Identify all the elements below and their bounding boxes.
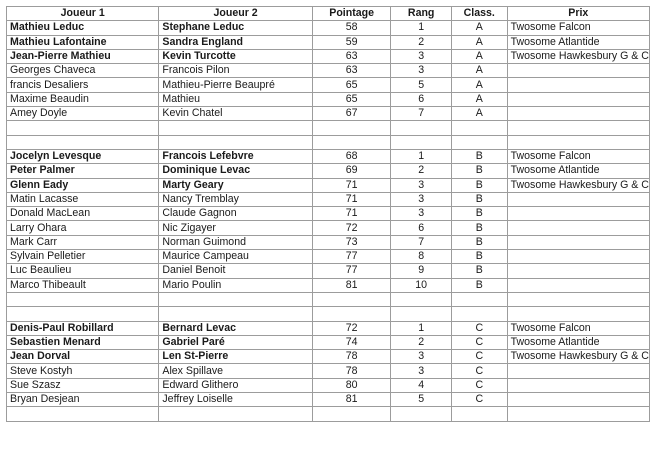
prize-cell bbox=[507, 107, 649, 121]
class-cell: C bbox=[451, 321, 507, 335]
score-cell: 77 bbox=[312, 250, 391, 264]
table-row bbox=[7, 235, 650, 249]
player2-cell: Gabriel Paré bbox=[159, 335, 312, 349]
player1-cell: Marco Thibeault bbox=[7, 278, 159, 292]
rank-cell: 5 bbox=[391, 78, 452, 92]
rank-cell: 6 bbox=[391, 221, 452, 235]
rank-cell: 5 bbox=[391, 393, 452, 407]
player2-cell: Mathieu bbox=[159, 92, 312, 106]
table-row bbox=[7, 21, 650, 35]
class-cell: B bbox=[451, 221, 507, 235]
rank-cell: 1 bbox=[391, 21, 452, 35]
results-table bbox=[6, 6, 650, 422]
class-cell: C bbox=[451, 364, 507, 378]
player2-cell: Claude Gagnon bbox=[159, 207, 312, 221]
player2-cell: Jeffrey Loiselle bbox=[159, 393, 312, 407]
prize-cell bbox=[507, 364, 649, 378]
player1-cell: Sebastien Menard bbox=[7, 335, 159, 349]
prize-cell: Twosome Atlantide bbox=[507, 335, 649, 349]
player2-cell: Marty Geary bbox=[159, 178, 312, 192]
score-cell: 65 bbox=[312, 92, 391, 106]
rank-cell: 3 bbox=[391, 49, 452, 63]
prize-cell: Twosome Hawkesbury G & C bbox=[507, 350, 649, 364]
table-row bbox=[7, 92, 650, 106]
score-cell: 74 bbox=[312, 335, 391, 349]
prize-cell: Twosome Atlantide bbox=[507, 35, 649, 49]
player2-cell: Alex Spillave bbox=[159, 364, 312, 378]
table-row bbox=[7, 264, 650, 278]
score-cell: 63 bbox=[312, 64, 391, 78]
player1-cell: francis Desaliers bbox=[7, 78, 159, 92]
prize-cell bbox=[507, 192, 649, 206]
score-cell: 71 bbox=[312, 192, 391, 206]
player1-cell: Larry Ohara bbox=[7, 221, 159, 235]
player1-cell: Mathieu Leduc bbox=[7, 21, 159, 35]
rank-cell: 6 bbox=[391, 92, 452, 106]
prize-cell bbox=[507, 393, 649, 407]
table-row bbox=[7, 149, 650, 163]
empty-cell bbox=[507, 307, 649, 321]
empty-cell bbox=[7, 121, 159, 135]
rank-cell: 3 bbox=[391, 64, 452, 78]
table-row bbox=[7, 35, 650, 49]
table-row bbox=[7, 350, 650, 364]
empty-cell bbox=[391, 307, 452, 321]
rank-cell: 3 bbox=[391, 178, 452, 192]
empty-cell bbox=[312, 121, 391, 135]
score-cell: 80 bbox=[312, 378, 391, 392]
table-row bbox=[7, 49, 650, 63]
header-row bbox=[7, 7, 650, 21]
player1-cell: Bryan Desjean bbox=[7, 393, 159, 407]
rank-cell: 9 bbox=[391, 264, 452, 278]
table-row bbox=[7, 335, 650, 349]
header-joueur1: Joueur 1 bbox=[7, 7, 159, 21]
table-row bbox=[7, 64, 650, 78]
rank-cell: 1 bbox=[391, 149, 452, 163]
score-cell: 63 bbox=[312, 49, 391, 63]
empty-cell bbox=[7, 135, 159, 149]
empty-cell bbox=[159, 307, 312, 321]
score-cell: 68 bbox=[312, 149, 391, 163]
class-cell: C bbox=[451, 335, 507, 349]
table-row bbox=[7, 378, 650, 392]
prize-cell: Twosome Falcon bbox=[507, 321, 649, 335]
score-cell: 78 bbox=[312, 350, 391, 364]
player2-cell: Nancy Tremblay bbox=[159, 192, 312, 206]
empty-cell bbox=[391, 407, 452, 421]
rank-cell: 8 bbox=[391, 250, 452, 264]
class-cell: A bbox=[451, 107, 507, 121]
rank-cell: 2 bbox=[391, 335, 452, 349]
player2-cell: Kevin Turcotte bbox=[159, 49, 312, 63]
header-joueur2: Joueur 2 bbox=[159, 7, 312, 21]
empty-cell bbox=[159, 121, 312, 135]
rank-cell: 3 bbox=[391, 192, 452, 206]
empty-cell bbox=[507, 292, 649, 306]
empty-cell bbox=[159, 407, 312, 421]
table-row bbox=[7, 78, 650, 92]
class-cell: C bbox=[451, 378, 507, 392]
player1-cell: Sue Szasz bbox=[7, 378, 159, 392]
prize-cell bbox=[507, 235, 649, 249]
player1-cell: Georges Chaveca bbox=[7, 64, 159, 78]
empty-cell bbox=[507, 407, 649, 421]
player1-cell: Amey Doyle bbox=[7, 107, 159, 121]
class-cell: A bbox=[451, 78, 507, 92]
score-cell: 71 bbox=[312, 207, 391, 221]
player1-cell: Peter Palmer bbox=[7, 164, 159, 178]
empty-cell bbox=[312, 135, 391, 149]
empty-cell bbox=[312, 307, 391, 321]
prize-cell: Twosome Hawkesbury G & C bbox=[507, 49, 649, 63]
table-row bbox=[7, 364, 650, 378]
player2-cell: Mario Poulin bbox=[159, 278, 312, 292]
empty-cell bbox=[159, 135, 312, 149]
score-cell: 67 bbox=[312, 107, 391, 121]
class-cell: A bbox=[451, 35, 507, 49]
table-row bbox=[7, 192, 650, 206]
prize-cell bbox=[507, 264, 649, 278]
score-cell: 65 bbox=[312, 78, 391, 92]
player2-cell: Sandra England bbox=[159, 35, 312, 49]
player2-cell: Edward Glithero bbox=[159, 378, 312, 392]
rank-cell: 3 bbox=[391, 350, 452, 364]
header-prix: Prix bbox=[507, 7, 649, 21]
spacer-row bbox=[7, 135, 650, 149]
class-cell: B bbox=[451, 278, 507, 292]
header-rang: Rang bbox=[391, 7, 452, 21]
player1-cell: Matin Lacasse bbox=[7, 192, 159, 206]
prize-cell bbox=[507, 207, 649, 221]
prize-cell bbox=[507, 78, 649, 92]
rank-cell: 2 bbox=[391, 164, 452, 178]
player2-cell: Francois Lefebvre bbox=[159, 149, 312, 163]
empty-cell bbox=[312, 292, 391, 306]
empty-cell bbox=[507, 121, 649, 135]
empty-cell bbox=[159, 292, 312, 306]
class-cell: A bbox=[451, 21, 507, 35]
player1-cell: Luc Beaulieu bbox=[7, 264, 159, 278]
prize-cell: Twosome Falcon bbox=[507, 149, 649, 163]
player2-cell: Francois Pilon bbox=[159, 64, 312, 78]
rank-cell: 1 bbox=[391, 321, 452, 335]
player2-cell: Len St-Pierre bbox=[159, 350, 312, 364]
table-row bbox=[7, 393, 650, 407]
rank-cell: 7 bbox=[391, 107, 452, 121]
player2-cell: Maurice Campeau bbox=[159, 250, 312, 264]
class-cell: B bbox=[451, 149, 507, 163]
player2-cell: Norman Guimond bbox=[159, 235, 312, 249]
empty-cell bbox=[391, 292, 452, 306]
table-row bbox=[7, 321, 650, 335]
spacer-row bbox=[7, 407, 650, 421]
empty-cell bbox=[7, 407, 159, 421]
score-cell: 77 bbox=[312, 264, 391, 278]
empty-cell bbox=[507, 135, 649, 149]
player1-cell: Denis-Paul Robillard bbox=[7, 321, 159, 335]
player1-cell: Steve Kostyh bbox=[7, 364, 159, 378]
player2-cell: Daniel Benoit bbox=[159, 264, 312, 278]
spacer-row bbox=[7, 307, 650, 321]
table-row bbox=[7, 250, 650, 264]
prize-cell bbox=[507, 221, 649, 235]
score-cell: 59 bbox=[312, 35, 391, 49]
player1-cell: Jean Dorval bbox=[7, 350, 159, 364]
results-sheet bbox=[6, 6, 650, 422]
header-pointage: Pointage bbox=[312, 7, 391, 21]
rank-cell: 3 bbox=[391, 207, 452, 221]
player1-cell: Maxime Beaudin bbox=[7, 92, 159, 106]
class-cell: C bbox=[451, 393, 507, 407]
score-cell: 58 bbox=[312, 21, 391, 35]
score-cell: 71 bbox=[312, 178, 391, 192]
empty-cell bbox=[391, 135, 452, 149]
class-cell: A bbox=[451, 64, 507, 78]
empty-cell bbox=[451, 292, 507, 306]
player2-cell: Bernard Levac bbox=[159, 321, 312, 335]
rank-cell: 2 bbox=[391, 35, 452, 49]
score-cell: 78 bbox=[312, 364, 391, 378]
player1-cell: Donald MacLean bbox=[7, 207, 159, 221]
prize-cell: Twosome Falcon bbox=[507, 21, 649, 35]
table-row bbox=[7, 207, 650, 221]
score-cell: 72 bbox=[312, 221, 391, 235]
empty-cell bbox=[7, 292, 159, 306]
empty-cell bbox=[7, 307, 159, 321]
rank-cell: 3 bbox=[391, 364, 452, 378]
empty-cell bbox=[451, 307, 507, 321]
table-row bbox=[7, 164, 650, 178]
prize-cell bbox=[507, 64, 649, 78]
score-cell: 81 bbox=[312, 278, 391, 292]
empty-cell bbox=[451, 121, 507, 135]
class-cell: B bbox=[451, 264, 507, 278]
player1-cell: Mark Carr bbox=[7, 235, 159, 249]
player2-cell: Nic Zigayer bbox=[159, 221, 312, 235]
player1-cell: Glenn Eady bbox=[7, 178, 159, 192]
player2-cell: Kevin Chatel bbox=[159, 107, 312, 121]
prize-cell bbox=[507, 378, 649, 392]
prize-cell bbox=[507, 278, 649, 292]
empty-cell bbox=[312, 407, 391, 421]
prize-cell: Twosome Hawkesbury G & C bbox=[507, 178, 649, 192]
rank-cell: 10 bbox=[391, 278, 452, 292]
player1-cell: Jocelyn Levesque bbox=[7, 149, 159, 163]
empty-cell bbox=[451, 135, 507, 149]
table-row bbox=[7, 107, 650, 121]
class-cell: A bbox=[451, 49, 507, 63]
class-cell: B bbox=[451, 207, 507, 221]
empty-cell bbox=[391, 121, 452, 135]
player1-cell: Mathieu Lafontaine bbox=[7, 35, 159, 49]
spacer-row bbox=[7, 121, 650, 135]
class-cell: B bbox=[451, 178, 507, 192]
score-cell: 73 bbox=[312, 235, 391, 249]
class-cell: C bbox=[451, 350, 507, 364]
header-classe: Class. bbox=[451, 7, 507, 21]
table-body bbox=[7, 21, 650, 421]
prize-cell: Twosome Atlantide bbox=[507, 164, 649, 178]
class-cell: B bbox=[451, 250, 507, 264]
class-cell: B bbox=[451, 192, 507, 206]
score-cell: 69 bbox=[312, 164, 391, 178]
class-cell: B bbox=[451, 235, 507, 249]
class-cell: B bbox=[451, 164, 507, 178]
player1-cell: Sylvain Pelletier bbox=[7, 250, 159, 264]
empty-cell bbox=[451, 407, 507, 421]
table-row bbox=[7, 178, 650, 192]
table-row bbox=[7, 221, 650, 235]
prize-cell bbox=[507, 92, 649, 106]
player1-cell: Jean-Pierre Mathieu bbox=[7, 49, 159, 63]
rank-cell: 7 bbox=[391, 235, 452, 249]
player2-cell: Stephane Leduc bbox=[159, 21, 312, 35]
rank-cell: 4 bbox=[391, 378, 452, 392]
player2-cell: Mathieu-Pierre Beaupré bbox=[159, 78, 312, 92]
prize-cell bbox=[507, 250, 649, 264]
spacer-row bbox=[7, 292, 650, 306]
table-row bbox=[7, 278, 650, 292]
player2-cell: Dominique Levac bbox=[159, 164, 312, 178]
score-cell: 81 bbox=[312, 393, 391, 407]
class-cell: A bbox=[451, 92, 507, 106]
score-cell: 72 bbox=[312, 321, 391, 335]
